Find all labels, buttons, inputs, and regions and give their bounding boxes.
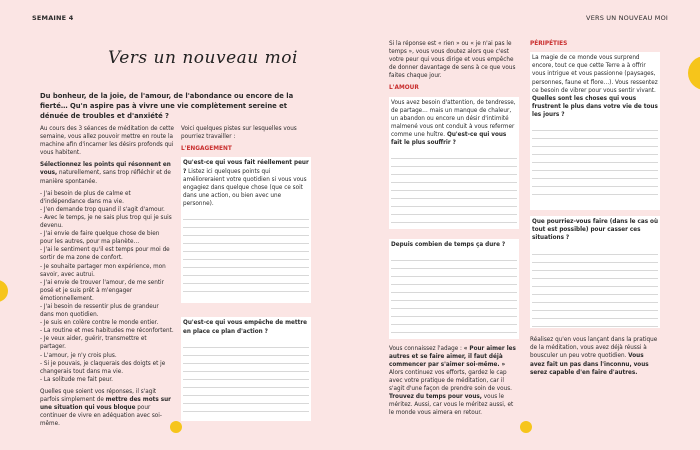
week-label: SEMAINE 4	[32, 14, 74, 22]
question-box-5	[530, 52, 660, 210]
col3-conclusion-bold: Trouvez du temps pour vous,	[389, 394, 482, 401]
column-4	[530, 40, 660, 381]
column-3	[389, 40, 519, 422]
list-item[interactable]: - Je suis en colère contre le monde entier.	[40, 320, 159, 327]
col1-instruction-rest: naturellement, sans trop réfléchir et de manière spontanée.	[40, 170, 171, 185]
question-3-text: Vous avez besoin d'attention, de tendresse, de partage… mais un manque de chaleur, un abandon ou encore un désir d'intimité malmené vous ont conduit à vous refermer comme une huître.	[391, 99, 516, 139]
section-heading-amour: L'AMOUR	[389, 85, 419, 92]
col3-paragraph: Si la réponse est « rien » ou « je n'ai pas le temps », vous vous doutez alors que c'est votre peur qui vous dirige et vous empêche de donner davantage de sens à ce que vous faites chaque jour.	[389, 41, 516, 80]
question-5-bold: Quelles sont les choses qui vous frustrent le plus dans votre vie de tous les jours ?	[532, 95, 658, 118]
intro-text: Du bonheur, de la joie, de l'amour, de l'abondance ou encore de la fierté… Qu'n aspire pas à vivre une vie complètement sereine et dénuée de troubles et d'anxiété ?	[40, 92, 294, 120]
answer-lines-2[interactable]	[183, 340, 309, 412]
question-1-bold: Qu'est-ce qui vous fait réellement peur ?	[183, 160, 309, 175]
question-4: Depuis combien de temps ça dure ?	[391, 241, 506, 248]
question-box-2	[181, 317, 311, 421]
question-6: Que pourriez-vous faire (dans le cas où tout est possible) pour casser ces situations ?	[532, 219, 659, 242]
question-box-3	[389, 97, 519, 229]
section-heading-peripeties: PÉRIPÉTIES	[530, 41, 568, 47]
col1-instruction-bold: Sélectionnez les points qui résonnent en vous,	[40, 162, 171, 177]
list-item[interactable]: - J'en demande trop quand il s'agit d'amour.	[40, 206, 165, 213]
chapter-label: VERS UN NOUVEAU MOI	[586, 14, 668, 22]
col1-conclusion-bold: mettre des mots sur une situation qui vous bloque	[40, 397, 171, 412]
col1-paragraph: Au cours des 3 séances de méditation de cette semaine, vous allez pouvoir mettre en route la machine afin d'incarner les désirs profonds qui vous habitent.	[40, 126, 174, 157]
list-item[interactable]: - Je souhaite partager mon expérience, mon savoir, avec autrui.	[40, 263, 166, 278]
col3-conclusion-quote: « Pour aimer les autres et se faire aimer, il faut déjà commencer par s'aimer soi-même. »	[389, 345, 516, 368]
list-item[interactable]: - J'ai besoin de ressentir plus de grandeur dans mon quotidien.	[40, 303, 159, 319]
question-box-6	[530, 216, 660, 328]
col1-instruction	[40, 161, 174, 185]
question-box-1	[181, 157, 311, 303]
col3-conclusion	[389, 345, 519, 418]
list-item[interactable]: - Je veux aider, guérir, transmettre et partager.	[40, 336, 147, 351]
col3-conclusion-c: Alors continuez vos efforts, gardez le cap avec votre pratique de méditation, car il s'agit d'une façon de prendre soin de vous.	[389, 369, 512, 393]
question-1-rest: Listez ici quelques points qui amélioreraient votre quotidien si vous vous engagiez dans quelque chose (que ce soit dans une action, ou bien avec une personne).	[183, 168, 307, 207]
answer-lines-1[interactable]	[183, 212, 309, 292]
answer-lines-4[interactable]	[391, 253, 517, 333]
question-1	[183, 159, 309, 208]
column-2	[181, 125, 311, 421]
col3-conclusion-a: Vous connaissez l'adage :	[389, 345, 464, 352]
list-item[interactable]: - La routine et mes habitudes me réconfortent.	[40, 328, 174, 335]
answer-lines-5[interactable]	[532, 123, 658, 195]
col4-conclusion	[530, 336, 660, 376]
col1-conclusion-c: pour continuer de vivre en adéquation avec soi-même.	[40, 405, 162, 428]
question-5-text: La magie de ce monde vous surprend encore, tout ce que cette Terre a à offrir vous intrigue et vous passionne (paysages, personnes, faune et flore…). Vous ressentez ce besoin de vibrer pour vous sentir vivant.	[532, 55, 658, 94]
list-item[interactable]: - J'ai besoin de plus de calme et d'indépendance dans ma vie.	[40, 190, 131, 205]
list-item[interactable]: - L'amour, je n'y crois plus.	[40, 352, 117, 359]
sun-decoration-left	[0, 280, 8, 302]
list-item[interactable]: - J'ai le sentiment qu'il est temps pour moi de sortir de ma zone de confort.	[40, 247, 170, 262]
column-1	[40, 125, 174, 432]
col2-lead: Voici quelques pistes sur lesquelles vous pourriez travailler :	[181, 126, 297, 141]
col1-conclusion-a: Quelles que soient vos réponses, il s'agit parfois simplement de	[40, 388, 157, 403]
list-item[interactable]: - J'ai envie de trouver l'amour, de me sentir posé et je suis prêt à m'engager émotionnellement.	[40, 279, 164, 302]
question-box-4	[389, 239, 519, 339]
checklist	[40, 190, 174, 384]
section-heading-engagement: L'ENGAGEMENT	[181, 146, 232, 153]
col3-conclusion-e: vous le méritez. Aussi, car vous le méritez aussi, et le monde vous aimera en retour.	[389, 394, 514, 417]
list-item[interactable]: - J'ai envie de faire quelque chose de bien pour les autres, pour ma planète…	[40, 231, 160, 246]
answer-lines-3[interactable]	[391, 151, 517, 223]
sun-decoration-right	[688, 56, 700, 90]
list-item[interactable]: - Avec le temps, je ne sais plus trop qui je suis devenu.	[40, 214, 172, 230]
question-2: Qu'est-ce qui vous empêche de mettre en place ce plan d'action ?	[183, 320, 307, 335]
page-header	[0, 0, 700, 22]
question-3	[391, 99, 517, 148]
list-item[interactable]: - Si je pouvais, je claquerais des doigts et je changerais tout dans ma vie.	[40, 360, 166, 375]
list-item[interactable]: - La solitude me fait peur.	[40, 376, 113, 383]
question-3-bold: Qu'est-ce qui vous fait le plus souffrir ?	[391, 132, 507, 147]
question-5	[532, 54, 658, 119]
col4-conclusion-bold: Vous avez fait un pas dans l'inconnu, vous serez capable d'en faire d'autres.	[530, 353, 649, 376]
page-title: Vers un nouveau moi	[108, 48, 298, 68]
col1-conclusion	[40, 388, 174, 428]
page-number-sun-right	[520, 421, 532, 433]
answer-lines-6[interactable]	[532, 247, 658, 327]
col4-conclusion-a: Réalisez qu'en vous lançant dans la pratique de la méditation, vous avez déjà réussi à bousculer un peu votre quotidien.	[530, 337, 658, 360]
